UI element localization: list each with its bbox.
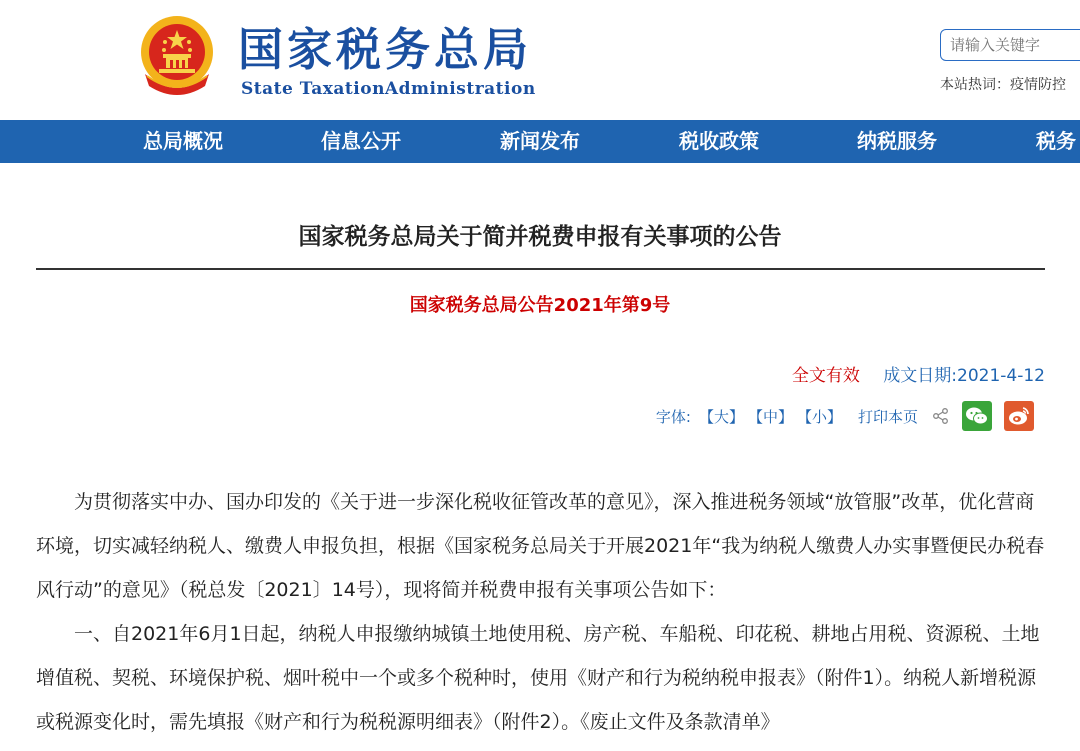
print-button[interactable]: 打印本页 — [857, 407, 918, 426]
article-body — [36, 480, 1046, 744]
font-size-small-button[interactable]: 【小】 — [796, 407, 842, 426]
article-title: 国家税务总局关于简并税费申报有关事项的公告 — [298, 224, 782, 250]
issue-date: 成文日期:2021-4-12 — [883, 366, 1045, 386]
site-name-en[interactable]: State TaxationAdministration — [241, 79, 536, 99]
site-name-cn[interactable]: 国家税务总局 — [238, 23, 533, 76]
site-header — [0, 0, 1080, 120]
search-input[interactable] — [940, 29, 1080, 61]
nav-item-info[interactable]: 信息公开 — [321, 129, 401, 153]
font-size-medium-button[interactable]: 【中】 — [747, 407, 793, 426]
main-nav — [0, 120, 1080, 163]
paragraph-item-1: 一、自2021年6月1日起，纳税人申报缴纳城镇土地使用税、房产税、车船税、印花税、耕地占用税、资源税、土地增值税、契税、环境保护税、烟叶税中一个或多个税种时，使用《财产和行为税纳税申报表》（附件1）。纳税人新增税源或税源变化时，需先填报《财产和行为税税源明细表》（附件2）。《废止文件及条款清单》 — [36, 623, 1040, 733]
font-size-label: 字体: — [655, 407, 691, 426]
doc-number: 国家税务总局公告2021年第9号 — [409, 295, 671, 316]
font-size-large-button[interactable]: 【大】 — [698, 407, 744, 426]
title-divider — [36, 268, 1045, 270]
wechat-icon[interactable] — [962, 401, 992, 431]
weibo-icon[interactable] — [1004, 401, 1034, 431]
paragraph-intro: 为贯彻落实中办、国办印发的《关于进一步深化税收征管改革的意见》，深入推进税务领域“放管服”改革，优化营商环境，切实减轻纳税人、缴费人申报负担，根据《国家税务总局关于开展2021年“我为纳税人缴费人办实事暨便民办税春风行动”的意见》（税总发〔2021〕14号），现将简并税费申报有关事项公告如下： — [36, 491, 1045, 601]
share-icon[interactable] — [932, 407, 950, 425]
national-emblem-icon[interactable] — [135, 12, 219, 98]
article-tools — [656, 400, 1034, 432]
nav-item-policy[interactable]: 税收政策 — [679, 129, 759, 153]
validity-status: 全文有效 — [791, 366, 860, 386]
nav-item-overview[interactable]: 总局概况 — [143, 129, 223, 153]
nav-item-news[interactable]: 新闻发布 — [500, 129, 580, 153]
nav-item-service[interactable]: 纳税服务 — [857, 129, 937, 153]
article-meta — [792, 361, 1045, 386]
nav-item-tax[interactable]: 税务 — [1036, 129, 1076, 153]
hot-words: 本站热词：疫情防控 — [940, 77, 1066, 93]
